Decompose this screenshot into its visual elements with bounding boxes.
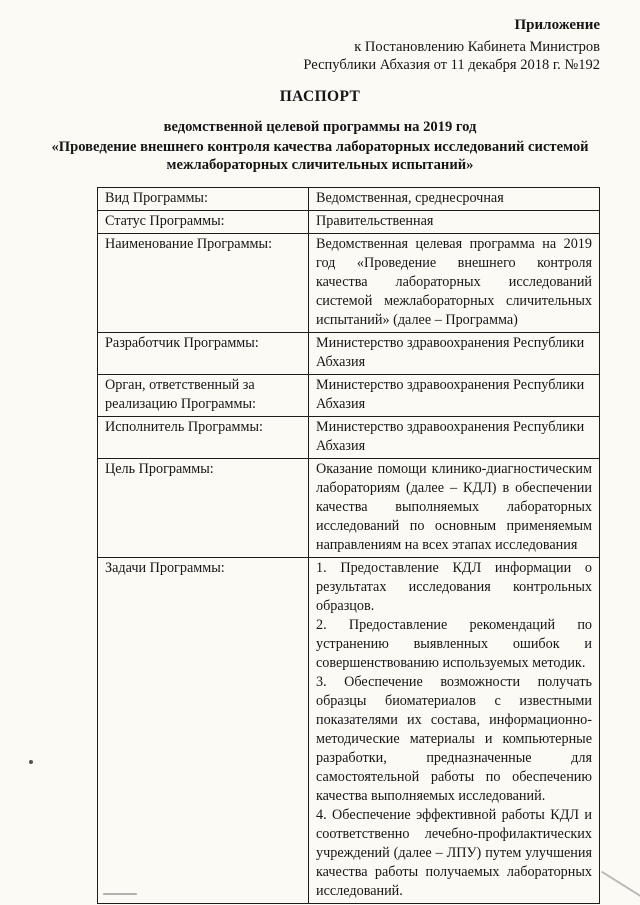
scan-artifact-corner bbox=[601, 871, 640, 899]
row-label: Цель Программы: bbox=[98, 459, 309, 558]
document-title: ПАСПОРТ bbox=[279, 88, 361, 105]
document-header bbox=[0, 16, 640, 74]
task-item-2: 2. Предоставление рекомендаций по устранению выявленных ошибок и совершенствованию используемых методик. bbox=[316, 617, 592, 672]
row-value: Оказание помощи клинико-диагностическим лабораториям (далее – КДЛ) в обеспечении качества выполняемых лабораторных исследований по основным применяемым направлениям на всех этапах исследования bbox=[309, 459, 600, 558]
header-line-2: Республики Абхазия от 11 декабря 2018 г. №192 bbox=[303, 56, 600, 73]
task-item-4: 4. Обеспечение эффективной работы КДЛ и соответственно лечебно-профилактических учреждений (далее – ЛПУ) путем улучшения качества работы получаемых лабораторных исследований. bbox=[316, 807, 592, 900]
row-value: Ведомственная, среднесрочная bbox=[309, 188, 600, 211]
row-label: Орган, ответственный за реализацию Программы: bbox=[98, 375, 309, 417]
row-value: Министерство здравоохранения Республики Абхазия bbox=[309, 333, 600, 375]
header-line-1: к Постановлению Кабинета Министров bbox=[354, 38, 600, 55]
task-item-1: 1. Предоставление КДЛ информации о результатах исследования контрольных образцов. bbox=[316, 560, 592, 615]
document-subtitle bbox=[40, 118, 600, 175]
table-row-program-tasks bbox=[98, 558, 600, 904]
table-row-program-executor bbox=[98, 417, 600, 459]
row-value: Ведомственная целевая программа на 2019 год «Проведение внешнего контроля качества лабораторных исследований системой межлабораторных сличительных испытаний» (далее – Программа) bbox=[309, 234, 600, 333]
row-label: Статус Программы: bbox=[98, 211, 309, 234]
table-row-program-goal bbox=[98, 459, 600, 558]
row-value: Министерство здравоохранения Республики Абхазия bbox=[309, 375, 600, 417]
row-label: Задачи Программы: bbox=[98, 558, 309, 904]
row-label: Вид Программы: bbox=[98, 188, 309, 211]
row-value bbox=[309, 558, 600, 904]
table-row-program-status bbox=[98, 211, 600, 234]
table-row-program-name bbox=[98, 234, 600, 333]
table-row-program-type bbox=[98, 188, 600, 211]
table-row-responsible-body bbox=[98, 375, 600, 417]
subtitle-line-1: ведомственной целевой программы на 2019 год bbox=[163, 119, 477, 135]
passport-table bbox=[97, 187, 600, 904]
task-item-3: 3. Обеспечение возможности получать образцы биоматериалов с известными показателями их состава, информационно-методические материалы и компьютерные разработки, предназначенные для самостоятельной работы по обеспечению качества выполняемых исследований. bbox=[316, 674, 592, 805]
appendix-label: Приложение bbox=[514, 17, 600, 33]
row-label: Наименование Программы: bbox=[98, 234, 309, 333]
subtitle-line-2: «Проведение внешнего контроля качества лабораторных исследований системой межлабораторных сличительных испытаний» bbox=[51, 138, 589, 174]
scan-artifact-dot bbox=[29, 760, 33, 764]
row-label: Исполнитель Программы: bbox=[98, 417, 309, 459]
row-value: Правительственная bbox=[309, 211, 600, 234]
table-row-program-developer bbox=[98, 333, 600, 375]
row-label: Разработчик Программы: bbox=[98, 333, 309, 375]
row-value: Министерство здравоохранения Республики Абхазия bbox=[309, 417, 600, 459]
scan-artifact-line bbox=[103, 893, 137, 895]
